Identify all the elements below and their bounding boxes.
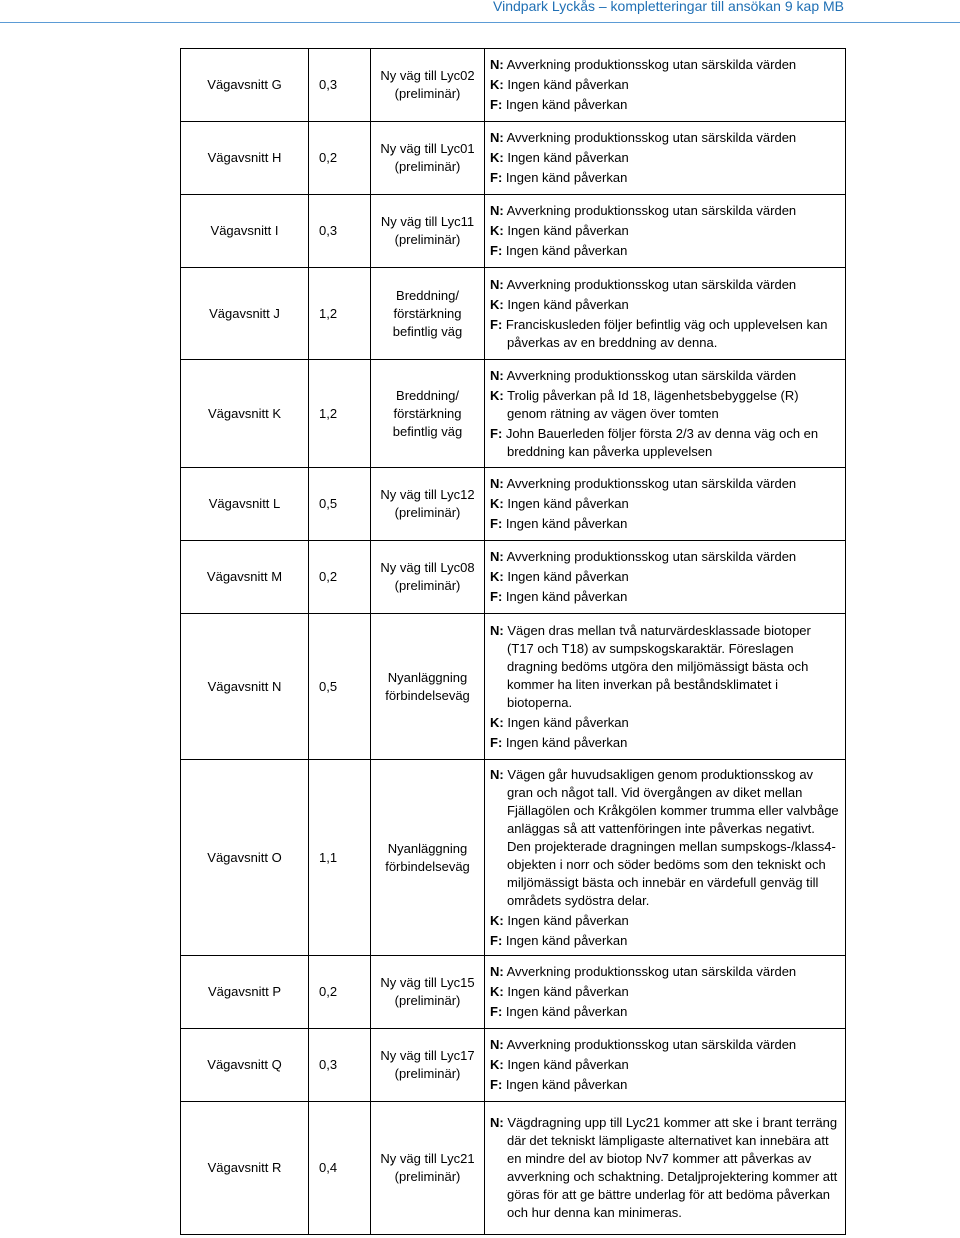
section-name: Vägavsnitt H bbox=[181, 122, 309, 195]
impact-cell bbox=[485, 956, 846, 1029]
impact-entry bbox=[490, 76, 841, 94]
impact-text: Avverkning produktionsskog utan särskilda värden bbox=[506, 367, 797, 383]
impact-entry bbox=[490, 1076, 841, 1094]
impact-code: K: bbox=[490, 1057, 504, 1072]
impact-code: K: bbox=[490, 496, 504, 511]
impact-text: Ingen känd påverkan bbox=[507, 1057, 629, 1072]
impact-code: K: bbox=[490, 387, 504, 403]
impact-entry bbox=[490, 515, 841, 533]
impact-code: F: bbox=[490, 932, 503, 948]
impact-cell bbox=[485, 468, 846, 541]
impact-code: K: bbox=[490, 77, 504, 92]
section-length: 1,1 bbox=[309, 760, 371, 956]
impact-code: N: bbox=[490, 964, 504, 979]
section-length: 0,2 bbox=[309, 956, 371, 1029]
impact-code: F: bbox=[490, 425, 503, 441]
page-header-title: Vindpark Lyckås – kompletteringar till ansökan 9 kap MB bbox=[493, 0, 844, 14]
impact-code: K: bbox=[490, 569, 504, 584]
impact-text: Ingen känd påverkan bbox=[505, 589, 628, 604]
table-row bbox=[181, 49, 846, 122]
section-length: 0,3 bbox=[309, 195, 371, 268]
impact-text: Ingen känd påverkan bbox=[507, 77, 629, 92]
impact-entry bbox=[490, 202, 841, 220]
impact-entry bbox=[490, 983, 841, 1001]
section-length: 1,2 bbox=[309, 268, 371, 360]
impact-entry bbox=[490, 963, 841, 981]
impact-text: Ingen känd påverkan bbox=[505, 932, 628, 948]
table-row bbox=[181, 468, 846, 541]
impact-text: Avverkning produktionsskog utan särskilda värden bbox=[506, 964, 797, 979]
impact-entry bbox=[490, 734, 841, 752]
impact-entry bbox=[490, 276, 841, 294]
impact-code: N: bbox=[490, 57, 504, 72]
impact-text: Ingen känd påverkan bbox=[507, 714, 629, 730]
table-row bbox=[181, 1102, 846, 1235]
table-row bbox=[181, 614, 846, 760]
impact-text: John Bauerleden följer första 2/3 av denna väg och en breddning kan påverka upplevelsen bbox=[505, 425, 819, 459]
impact-cell bbox=[485, 49, 846, 122]
impact-entry bbox=[490, 475, 841, 493]
impact-code: N: bbox=[490, 766, 504, 782]
impact-text: Ingen känd påverkan bbox=[505, 170, 628, 185]
impact-entry bbox=[490, 912, 841, 930]
impact-code: K: bbox=[490, 912, 504, 928]
impact-text: Ingen känd påverkan bbox=[507, 496, 629, 511]
impact-code: K: bbox=[490, 714, 504, 730]
impact-code: N: bbox=[490, 130, 504, 145]
impact-entry bbox=[490, 296, 841, 314]
impact-entry bbox=[490, 242, 841, 260]
impact-entry bbox=[490, 425, 841, 461]
impact-text: Ingen känd påverkan bbox=[507, 150, 629, 165]
section-length: 0,2 bbox=[309, 541, 371, 614]
impact-code: N: bbox=[490, 622, 504, 638]
impact-entry bbox=[490, 1114, 841, 1222]
impact-text: Ingen känd påverkan bbox=[505, 516, 628, 531]
impact-text: Franciskusleden följer befintlig väg och upplevelsen kan påverkas av en breddning av denna. bbox=[505, 316, 828, 350]
impact-text: Trolig påverkan på Id 18, lägenhetsbebyggelse (R) genom rätning av vägen över tomten bbox=[507, 387, 799, 421]
impact-text: Avverkning produktionsskog utan särskilda värden bbox=[506, 130, 797, 145]
impact-entry bbox=[490, 588, 841, 606]
impact-cell bbox=[485, 614, 846, 760]
section-name: Vägavsnitt I bbox=[181, 195, 309, 268]
table-row bbox=[181, 122, 846, 195]
impact-entry bbox=[490, 367, 841, 385]
section-length: 0,3 bbox=[309, 1029, 371, 1102]
impact-cell bbox=[485, 268, 846, 360]
impact-code: F: bbox=[490, 1004, 503, 1019]
impact-entry bbox=[490, 714, 841, 732]
impact-code: F: bbox=[490, 170, 503, 185]
impact-text: Ingen känd påverkan bbox=[505, 1004, 628, 1019]
impact-code: F: bbox=[490, 1077, 503, 1092]
section-type: Nyanläggning förbindelseväg bbox=[371, 614, 485, 760]
impact-cell bbox=[485, 195, 846, 268]
section-type: Ny väg till Lyc21 (preliminär) bbox=[371, 1102, 485, 1235]
impact-cell bbox=[485, 122, 846, 195]
impact-cell bbox=[485, 760, 846, 956]
impact-entry bbox=[490, 169, 841, 187]
impact-code: K: bbox=[490, 150, 504, 165]
impact-code: N: bbox=[490, 203, 504, 218]
impact-code: K: bbox=[490, 223, 504, 238]
section-name: Vägavsnitt N bbox=[181, 614, 309, 760]
table-row bbox=[181, 541, 846, 614]
impact-code: F: bbox=[490, 97, 503, 112]
impact-entry bbox=[490, 568, 841, 586]
impact-code: N: bbox=[490, 549, 504, 564]
section-type: Ny väg till Lyc15 (preliminär) bbox=[371, 956, 485, 1029]
header-divider bbox=[0, 22, 960, 23]
impact-entry bbox=[490, 622, 841, 712]
impact-entry bbox=[490, 96, 841, 114]
impact-entry bbox=[490, 316, 841, 352]
section-type: Ny väg till Lyc08 (preliminär) bbox=[371, 541, 485, 614]
section-name: Vägavsnitt M bbox=[181, 541, 309, 614]
impact-text: Vägen går huvudsakligen genom produktionsskog av gran och något tall. Vid övergången av diket mellan Fjällagölen och Kråkgölen kommer trumma eller valvbåge anläggas så att vattenföringen inte påverkas negativt. Den projekterade dragningen mellan sumpskogs-/klass4-objekten i norr och söder bedöms som den tekniskt och miljömässigt bästa och innebär en värdefull genväg till områdets sydöstra delar. bbox=[507, 766, 839, 908]
road-section-table bbox=[180, 48, 846, 1235]
section-type: Breddning/ förstärkning befintlig väg bbox=[371, 268, 485, 360]
section-name: Vägavsnitt R bbox=[181, 1102, 309, 1235]
impact-entry bbox=[490, 387, 841, 423]
impact-entry bbox=[490, 1056, 841, 1074]
impact-entry bbox=[490, 932, 841, 950]
impact-code: N: bbox=[490, 476, 504, 491]
table-row bbox=[181, 760, 846, 956]
impact-code: F: bbox=[490, 589, 503, 604]
section-length: 0,5 bbox=[309, 614, 371, 760]
impact-entry bbox=[490, 56, 841, 74]
impact-entry bbox=[490, 766, 841, 910]
impact-code: K: bbox=[490, 296, 504, 312]
impact-code: N: bbox=[490, 1037, 504, 1052]
section-type: Ny väg till Lyc12 (preliminär) bbox=[371, 468, 485, 541]
impact-text: Avverkning produktionsskog utan särskilda värden bbox=[506, 276, 797, 292]
section-length: 1,2 bbox=[309, 360, 371, 468]
section-name: Vägavsnitt Q bbox=[181, 1029, 309, 1102]
impact-code: F: bbox=[490, 316, 503, 332]
impact-code: F: bbox=[490, 734, 503, 750]
table-row bbox=[181, 268, 846, 360]
impact-code: K: bbox=[490, 984, 504, 999]
section-length: 0,5 bbox=[309, 468, 371, 541]
impact-entry bbox=[490, 1036, 841, 1054]
impact-text: Avverkning produktionsskog utan särskilda värden bbox=[506, 57, 797, 72]
impact-text: Ingen känd påverkan bbox=[507, 984, 629, 999]
section-name: Vägavsnitt K bbox=[181, 360, 309, 468]
section-type: Ny väg till Lyc11 (preliminär) bbox=[371, 195, 485, 268]
section-name: Vägavsnitt G bbox=[181, 49, 309, 122]
section-type: Nyanläggning förbindelseväg bbox=[371, 760, 485, 956]
impact-code: F: bbox=[490, 243, 503, 258]
impact-text: Avverkning produktionsskog utan särskilda värden bbox=[506, 476, 797, 491]
impact-text: Avverkning produktionsskog utan särskilda värden bbox=[506, 203, 797, 218]
impact-text: Ingen känd påverkan bbox=[505, 1077, 628, 1092]
impact-text: Ingen känd påverkan bbox=[507, 912, 629, 928]
table-row bbox=[181, 956, 846, 1029]
impact-entry bbox=[490, 495, 841, 513]
impact-text: Ingen känd påverkan bbox=[505, 97, 628, 112]
impact-code: F: bbox=[490, 516, 503, 531]
impact-text: Ingen känd påverkan bbox=[507, 569, 629, 584]
impact-cell bbox=[485, 1102, 846, 1235]
impact-code: N: bbox=[490, 1115, 504, 1130]
impact-text: Vägen dras mellan två naturvärdesklassade biotoper (T17 och T18) av sumpskogskaraktär. Föreslagen dragning bedöms utgöra den miljömässigt bästa och kommer ha liten inverkan på beståndsklimatet i biotoperna. bbox=[507, 622, 811, 710]
section-length: 0,4 bbox=[309, 1102, 371, 1235]
section-length: 0,3 bbox=[309, 49, 371, 122]
section-length: 0,2 bbox=[309, 122, 371, 195]
impact-entry bbox=[490, 222, 841, 240]
impact-code: N: bbox=[490, 367, 504, 383]
impact-text: Avverkning produktionsskog utan särskilda värden bbox=[506, 549, 797, 564]
section-type: Ny väg till Lyc17 (preliminär) bbox=[371, 1029, 485, 1102]
section-name: Vägavsnitt P bbox=[181, 956, 309, 1029]
impact-text: Avverkning produktionsskog utan särskilda värden bbox=[506, 1037, 797, 1052]
impact-entry bbox=[490, 129, 841, 147]
table-row bbox=[181, 195, 846, 268]
impact-cell bbox=[485, 360, 846, 468]
section-name: Vägavsnitt O bbox=[181, 760, 309, 956]
impact-text: Ingen känd påverkan bbox=[507, 296, 629, 312]
impact-entry bbox=[490, 548, 841, 566]
impact-text: Ingen känd påverkan bbox=[505, 734, 628, 750]
impact-cell bbox=[485, 541, 846, 614]
impact-entry bbox=[490, 149, 841, 167]
section-type: Breddning/ förstärkning befintlig väg bbox=[371, 360, 485, 468]
impact-entry bbox=[490, 1003, 841, 1021]
section-name: Vägavsnitt J bbox=[181, 268, 309, 360]
table-row bbox=[181, 360, 846, 468]
impact-text: Ingen känd påverkan bbox=[507, 223, 629, 238]
table-row bbox=[181, 1029, 846, 1102]
impact-cell bbox=[485, 1029, 846, 1102]
impact-text: Vägdragning upp till Lyc21 kommer att ske i brant terräng där det tekniskt lämpligaste alternativet kan innebära att en mindre del av biotop Nv7 kommer att påverkas av avverkning och schaktning. Detaljprojektering kommer att göras för att ge bättre underlag för att bedöma påverkan och hur denna kan minimeras. bbox=[507, 1115, 838, 1220]
impact-text: Ingen känd påverkan bbox=[505, 243, 628, 258]
impact-code: N: bbox=[490, 276, 504, 292]
section-name: Vägavsnitt L bbox=[181, 468, 309, 541]
section-type: Ny väg till Lyc01 (preliminär) bbox=[371, 122, 485, 195]
section-type: Ny väg till Lyc02 (preliminär) bbox=[371, 49, 485, 122]
